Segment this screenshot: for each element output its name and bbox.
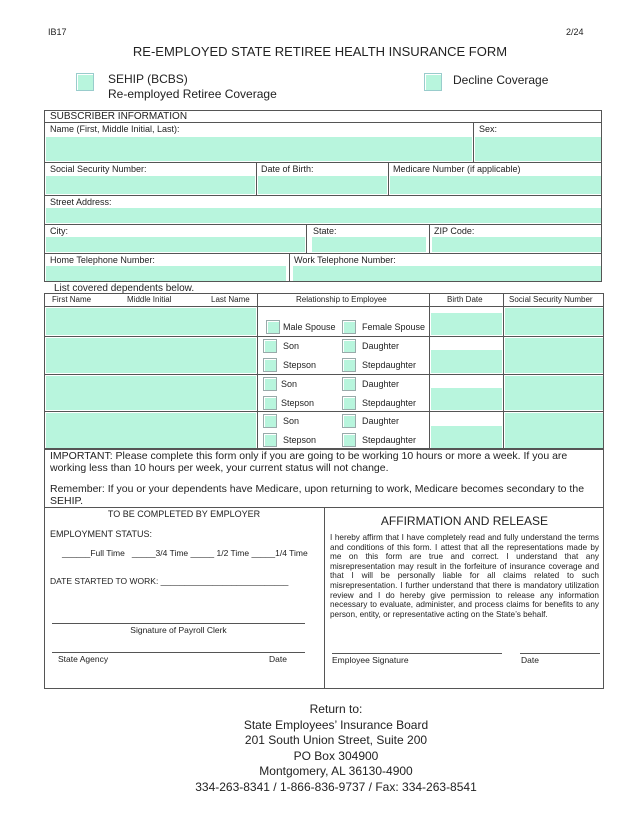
return-phones: 334-263-8341 / 1-866-836-9737 / Fax: 334-263-8541	[195, 779, 477, 794]
date-started-field[interactable]: DATE STARTED TO WORK: ___________________________	[50, 576, 289, 586]
zip-label: ZIP Code:	[434, 226, 475, 236]
dep2-ssn-field[interactable]	[505, 338, 603, 373]
payroll-signature-line[interactable]	[52, 623, 305, 624]
dep1-ssn-field[interactable]	[505, 308, 603, 335]
daughter-label: Daughter	[362, 341, 400, 351]
dependents-heading: List covered dependents below.	[54, 283, 195, 294]
name-field[interactable]	[46, 137, 472, 161]
dep4-birth-field[interactable]	[431, 426, 502, 448]
employer-heading: TO BE COMPLETED BY EMPLOYER	[107, 509, 261, 519]
dob-label: Date of Birth:	[261, 164, 314, 174]
employee-signature-line[interactable]	[332, 653, 502, 654]
city-field[interactable]	[46, 237, 305, 252]
ssn-label: Social Security Number:	[50, 164, 147, 174]
return-po: PO Box 304900	[293, 748, 379, 763]
state-label: State:	[313, 226, 337, 236]
return-label: Return to:	[309, 702, 363, 716]
dep2-birth-field[interactable]	[431, 350, 502, 373]
dep1-name-field[interactable]	[46, 308, 256, 335]
col-relationship: Relationship to Employee	[296, 295, 387, 304]
zip-field[interactable]	[432, 237, 601, 252]
work-phone-label: Work Telephone Number:	[294, 255, 396, 265]
stepdaughter-label: Stepdaughter	[362, 435, 417, 445]
name-label: Name (First, Middle Initial, Last):	[50, 124, 180, 134]
col-birth-date: Birth Date	[447, 295, 483, 304]
stepdaughter-label: Stepdaughter	[362, 398, 417, 408]
female-spouse-checkbox[interactable]	[342, 320, 356, 334]
return-street: 201 South Union Street, Suite 200	[244, 733, 428, 747]
dep3-ssn-field[interactable]	[505, 376, 603, 410]
daughter-checkbox[interactable]	[342, 414, 356, 428]
affirmation-heading: AFFIRMATION AND RELEASE	[380, 514, 549, 528]
daughter-label: Daughter	[362, 416, 400, 426]
stepson-checkbox[interactable]	[263, 433, 277, 447]
medicare-label: Medicare Number (if applicable)	[393, 164, 521, 174]
street-field[interactable]	[46, 208, 601, 223]
son-label: Son	[283, 341, 300, 351]
payroll-signature-label: Signature of Payroll Clerk	[130, 625, 227, 635]
state-agency-label: State Agency	[58, 654, 109, 664]
important-note: IMPORTANT: Please complete this form only if you are going to be working 10 hours or more a week. If you are working less than 10 hours per week, your current status will not change.	[50, 450, 568, 474]
col-ssn: Social Security Number	[509, 295, 593, 304]
stepson-label: Stepson	[281, 398, 315, 408]
form-date: 2/24	[566, 27, 584, 37]
decline-label: Decline Coverage	[453, 73, 549, 87]
dep1-birth-field[interactable]	[431, 313, 502, 335]
son-label: Son	[283, 416, 300, 426]
dep3-birth-field[interactable]	[431, 388, 502, 410]
employment-status-label: EMPLOYMENT STATUS:	[50, 529, 153, 539]
stepdaughter-checkbox[interactable]	[342, 358, 356, 372]
page-title: RE-EMPLOYED STATE RETIREE HEALTH INSURANCE FORM	[132, 44, 508, 59]
employee-signature-label: Employee Signature	[332, 655, 409, 665]
sehip-checkbox[interactable]	[76, 73, 94, 91]
affirmation-body: I hereby affirm that I have completely read and fully understand the terms and conditions of this form. I attest that all the representations made by me on this form are true and correct. I understand that any misrepresentation may result in the forfeiture of insurance coverage and that I will be personally liable for all claims related to such misrepresentation. I further understand that there is mandatory utilization review and I do hereby give permission to release any information necessary to evaluate, administer, and process claims for benefits to any person, entity, or representative acting on the State’s behalf.	[330, 533, 599, 619]
return-city: Montgomery, AL 36130-4900	[259, 764, 413, 778]
col-middle-initial: Middle Initial	[127, 295, 172, 304]
son-checkbox[interactable]	[263, 377, 277, 391]
son-checkbox[interactable]	[263, 339, 277, 353]
sex-field[interactable]	[475, 137, 601, 161]
ssn-field[interactable]	[46, 176, 255, 194]
son-checkbox[interactable]	[263, 414, 277, 428]
street-label: Street Address:	[50, 197, 112, 207]
stepson-checkbox[interactable]	[263, 396, 277, 410]
city-label: City:	[50, 226, 68, 236]
remember-note: Remember: If you or your dependents have Medicare, upon returning to work, Medicare becomes secondary to the SEHIP.	[50, 483, 585, 507]
dep3-name-field[interactable]	[46, 376, 256, 410]
sehip-label: SEHIP (BCBS)	[108, 72, 188, 86]
dep4-ssn-field[interactable]	[505, 413, 603, 448]
dep4-name-field[interactable]	[46, 413, 256, 448]
work-phone-field[interactable]	[293, 266, 601, 281]
medicare-field[interactable]	[390, 176, 601, 194]
stepdaughter-checkbox[interactable]	[342, 433, 356, 447]
agency-line[interactable]	[52, 652, 305, 653]
sex-label: Sex:	[479, 124, 498, 134]
male-spouse-label: Male Spouse	[283, 322, 336, 332]
employment-options[interactable]: ______Full Time _____3/4 Time _____ 1/2 Time _____1/4 Time	[62, 548, 308, 558]
daughter-checkbox[interactable]	[342, 377, 356, 391]
affirmation-date-line[interactable]	[520, 653, 600, 654]
form-id: IB17	[48, 27, 67, 37]
decline-checkbox[interactable]	[424, 73, 442, 91]
male-spouse-checkbox[interactable]	[266, 320, 280, 334]
affirmation-date-label: Date	[521, 655, 539, 665]
stepson-label: Stepson	[283, 360, 317, 370]
home-phone-field[interactable]	[46, 266, 286, 281]
son-label: Son	[281, 379, 298, 389]
stepson-checkbox[interactable]	[263, 358, 277, 372]
subscriber-heading: SUBSCRIBER INFORMATION	[50, 111, 188, 122]
home-phone-label: Home Telephone Number:	[50, 255, 155, 265]
stepdaughter-label: Stepdaughter	[362, 360, 417, 370]
stepdaughter-checkbox[interactable]	[342, 396, 356, 410]
sehip-sublabel: Re-employed Retiree Coverage	[108, 87, 277, 101]
return-org: State Employees’ Insurance Board	[243, 717, 429, 732]
col-last-name: Last Name	[211, 295, 250, 304]
state-field[interactable]	[312, 237, 426, 252]
dob-field[interactable]	[258, 176, 387, 194]
dep2-name-field[interactable]	[46, 338, 256, 373]
female-spouse-label: Female Spouse	[362, 322, 426, 332]
col-first-name: First Name	[52, 295, 92, 304]
employer-date-label: Date	[269, 654, 287, 664]
return-address	[0, 702, 640, 795]
daughter-label: Daughter	[362, 379, 400, 389]
stepson-label: Stepson	[283, 435, 317, 445]
daughter-checkbox[interactable]	[342, 339, 356, 353]
